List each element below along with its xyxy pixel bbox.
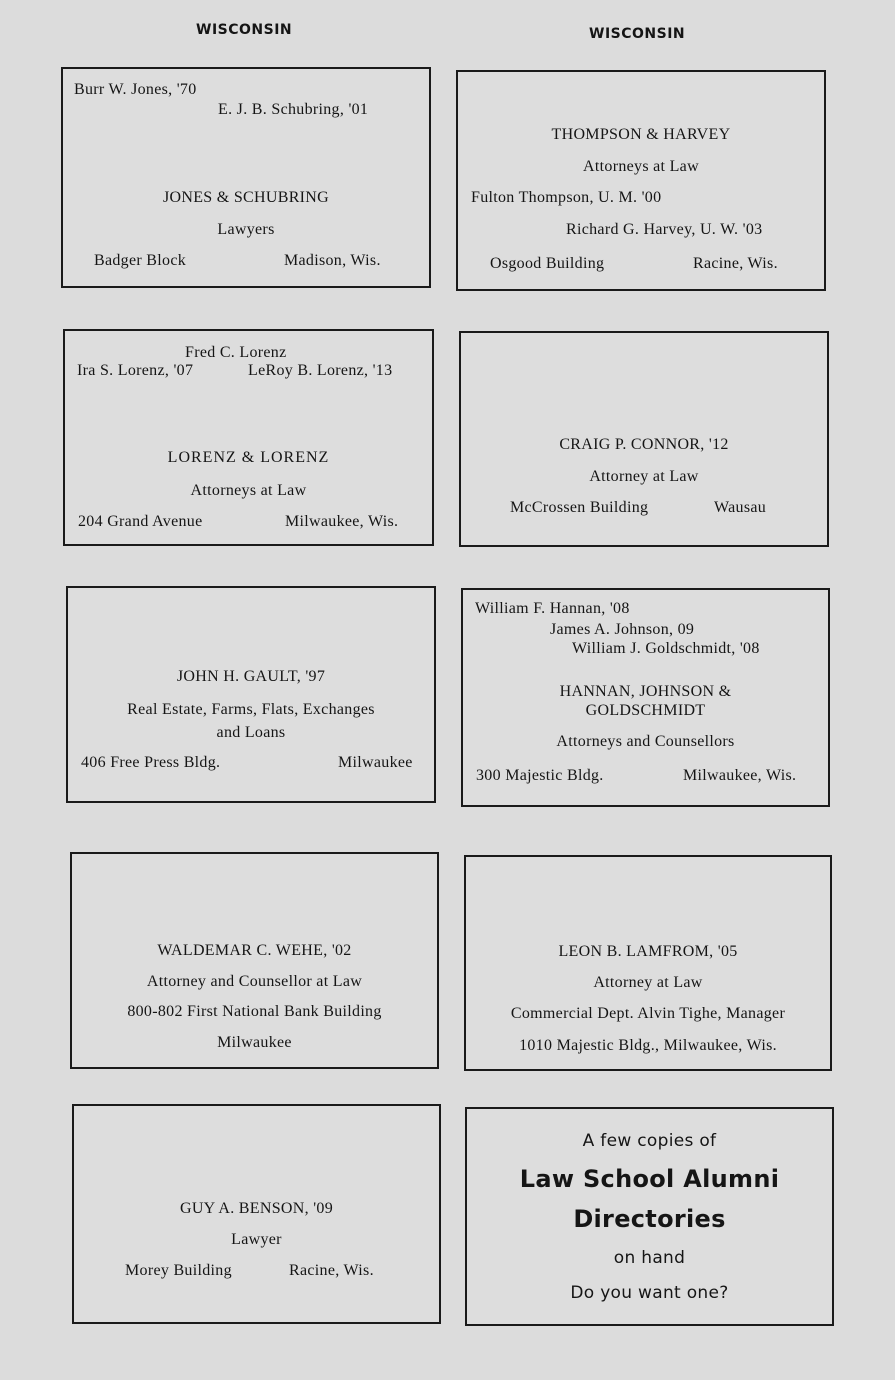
profession: Attorney at Law xyxy=(593,974,703,991)
firm-name: JONES & SCHUBRING xyxy=(162,189,329,206)
profession: Attorney at Law xyxy=(589,468,699,485)
profession: Attorney and Counsellor at Law xyxy=(146,973,363,990)
card-directory-ad xyxy=(465,1107,834,1326)
card-thompson-harvey xyxy=(456,70,826,291)
attorney-name: LEON B. LAMFROM, '05 xyxy=(558,943,738,960)
attorney-name: WALDEMAR C. WEHE, '02 xyxy=(157,942,352,959)
partner-name: Ira S. Lorenz, '07 xyxy=(77,362,194,379)
partner-name: William F. Hannan, '08 xyxy=(475,600,630,617)
business-line: Real Estate, Farms, Flats, Exchanges xyxy=(127,701,375,718)
address: Badger Block xyxy=(94,252,187,269)
ad-line: on hand xyxy=(613,1248,686,1268)
ad-line: Do you want one? xyxy=(570,1283,729,1303)
address: Morey Building xyxy=(125,1262,232,1279)
profession: Attorneys at Law xyxy=(190,482,307,499)
firm-name: HANNAN, JOHNSON & xyxy=(559,683,732,700)
partner-name: Richard G. Harvey, U. W. '03 xyxy=(566,221,763,238)
card-gault xyxy=(66,586,436,803)
business-line: and Loans xyxy=(216,724,286,741)
address: 1010 Majestic Bldg., Milwaukee, Wis. xyxy=(519,1037,777,1054)
card-lorenz xyxy=(63,329,434,546)
right-column-heading: WISCONSIN xyxy=(589,26,686,42)
partner-name: E. J. B. Schubring, '01 xyxy=(218,101,369,118)
city: Milwaukee xyxy=(338,754,413,771)
card-connor xyxy=(459,331,829,547)
ad-headline: Law School Alumni xyxy=(519,1165,780,1193)
partner-name: Burr W. Jones, '70 xyxy=(74,81,197,98)
profession: Attorneys and Counsellors xyxy=(556,733,735,750)
city: Wausau xyxy=(714,499,767,516)
address: 204 Grand Avenue xyxy=(78,513,203,530)
firm-name: THOMPSON & HARVEY xyxy=(551,126,731,143)
address: Osgood Building xyxy=(490,255,605,272)
partner-name: William J. Goldschmidt, '08 xyxy=(572,640,760,657)
address: McCrossen Building xyxy=(510,499,649,516)
city: Milwaukee, Wis. xyxy=(285,513,399,530)
address: 800-802 First National Bank Building xyxy=(127,1003,382,1020)
profession: Lawyer xyxy=(231,1231,282,1248)
city: Madison, Wis. xyxy=(284,252,381,269)
partner-name: LeRoy B. Lorenz, '13 xyxy=(248,362,393,379)
agent-name: JOHN H. GAULT, '97 xyxy=(176,668,326,685)
card-hannan xyxy=(461,588,830,807)
profession: Attorneys at Law xyxy=(583,158,699,175)
city: Racine, Wis. xyxy=(289,1262,374,1279)
attorney-name: GUY A. BENSON, '09 xyxy=(179,1200,334,1217)
card-wehe xyxy=(70,852,439,1069)
firm-name: GOLDSCHMIDT xyxy=(585,702,706,719)
address: 406 Free Press Bldg. xyxy=(81,754,221,771)
card-benson xyxy=(72,1104,441,1324)
firm-name: LORENZ & LORENZ xyxy=(167,449,330,466)
card-jones-schubring xyxy=(61,67,431,288)
city: Milwaukee xyxy=(217,1034,292,1051)
department: Commercial Dept. Alvin Tighe, Manager xyxy=(510,1005,786,1022)
attorney-name: CRAIG P. CONNOR, '12 xyxy=(559,436,729,453)
left-column-heading: WISCONSIN xyxy=(196,22,293,38)
partner-name: Fulton Thompson, U. M. '00 xyxy=(471,189,662,206)
profession: Lawyers xyxy=(217,221,275,238)
ad-line: A few copies of xyxy=(582,1131,717,1151)
partner-name: James A. Johnson, 09 xyxy=(550,621,695,638)
address: 300 Majestic Bldg. xyxy=(476,767,604,784)
card-lamfrom xyxy=(464,855,832,1071)
partner-name: Fred C. Lorenz xyxy=(185,344,287,361)
city: Racine, Wis. xyxy=(693,255,778,272)
ad-headline: Directories xyxy=(573,1205,726,1233)
city: Milwaukee, Wis. xyxy=(683,767,797,784)
